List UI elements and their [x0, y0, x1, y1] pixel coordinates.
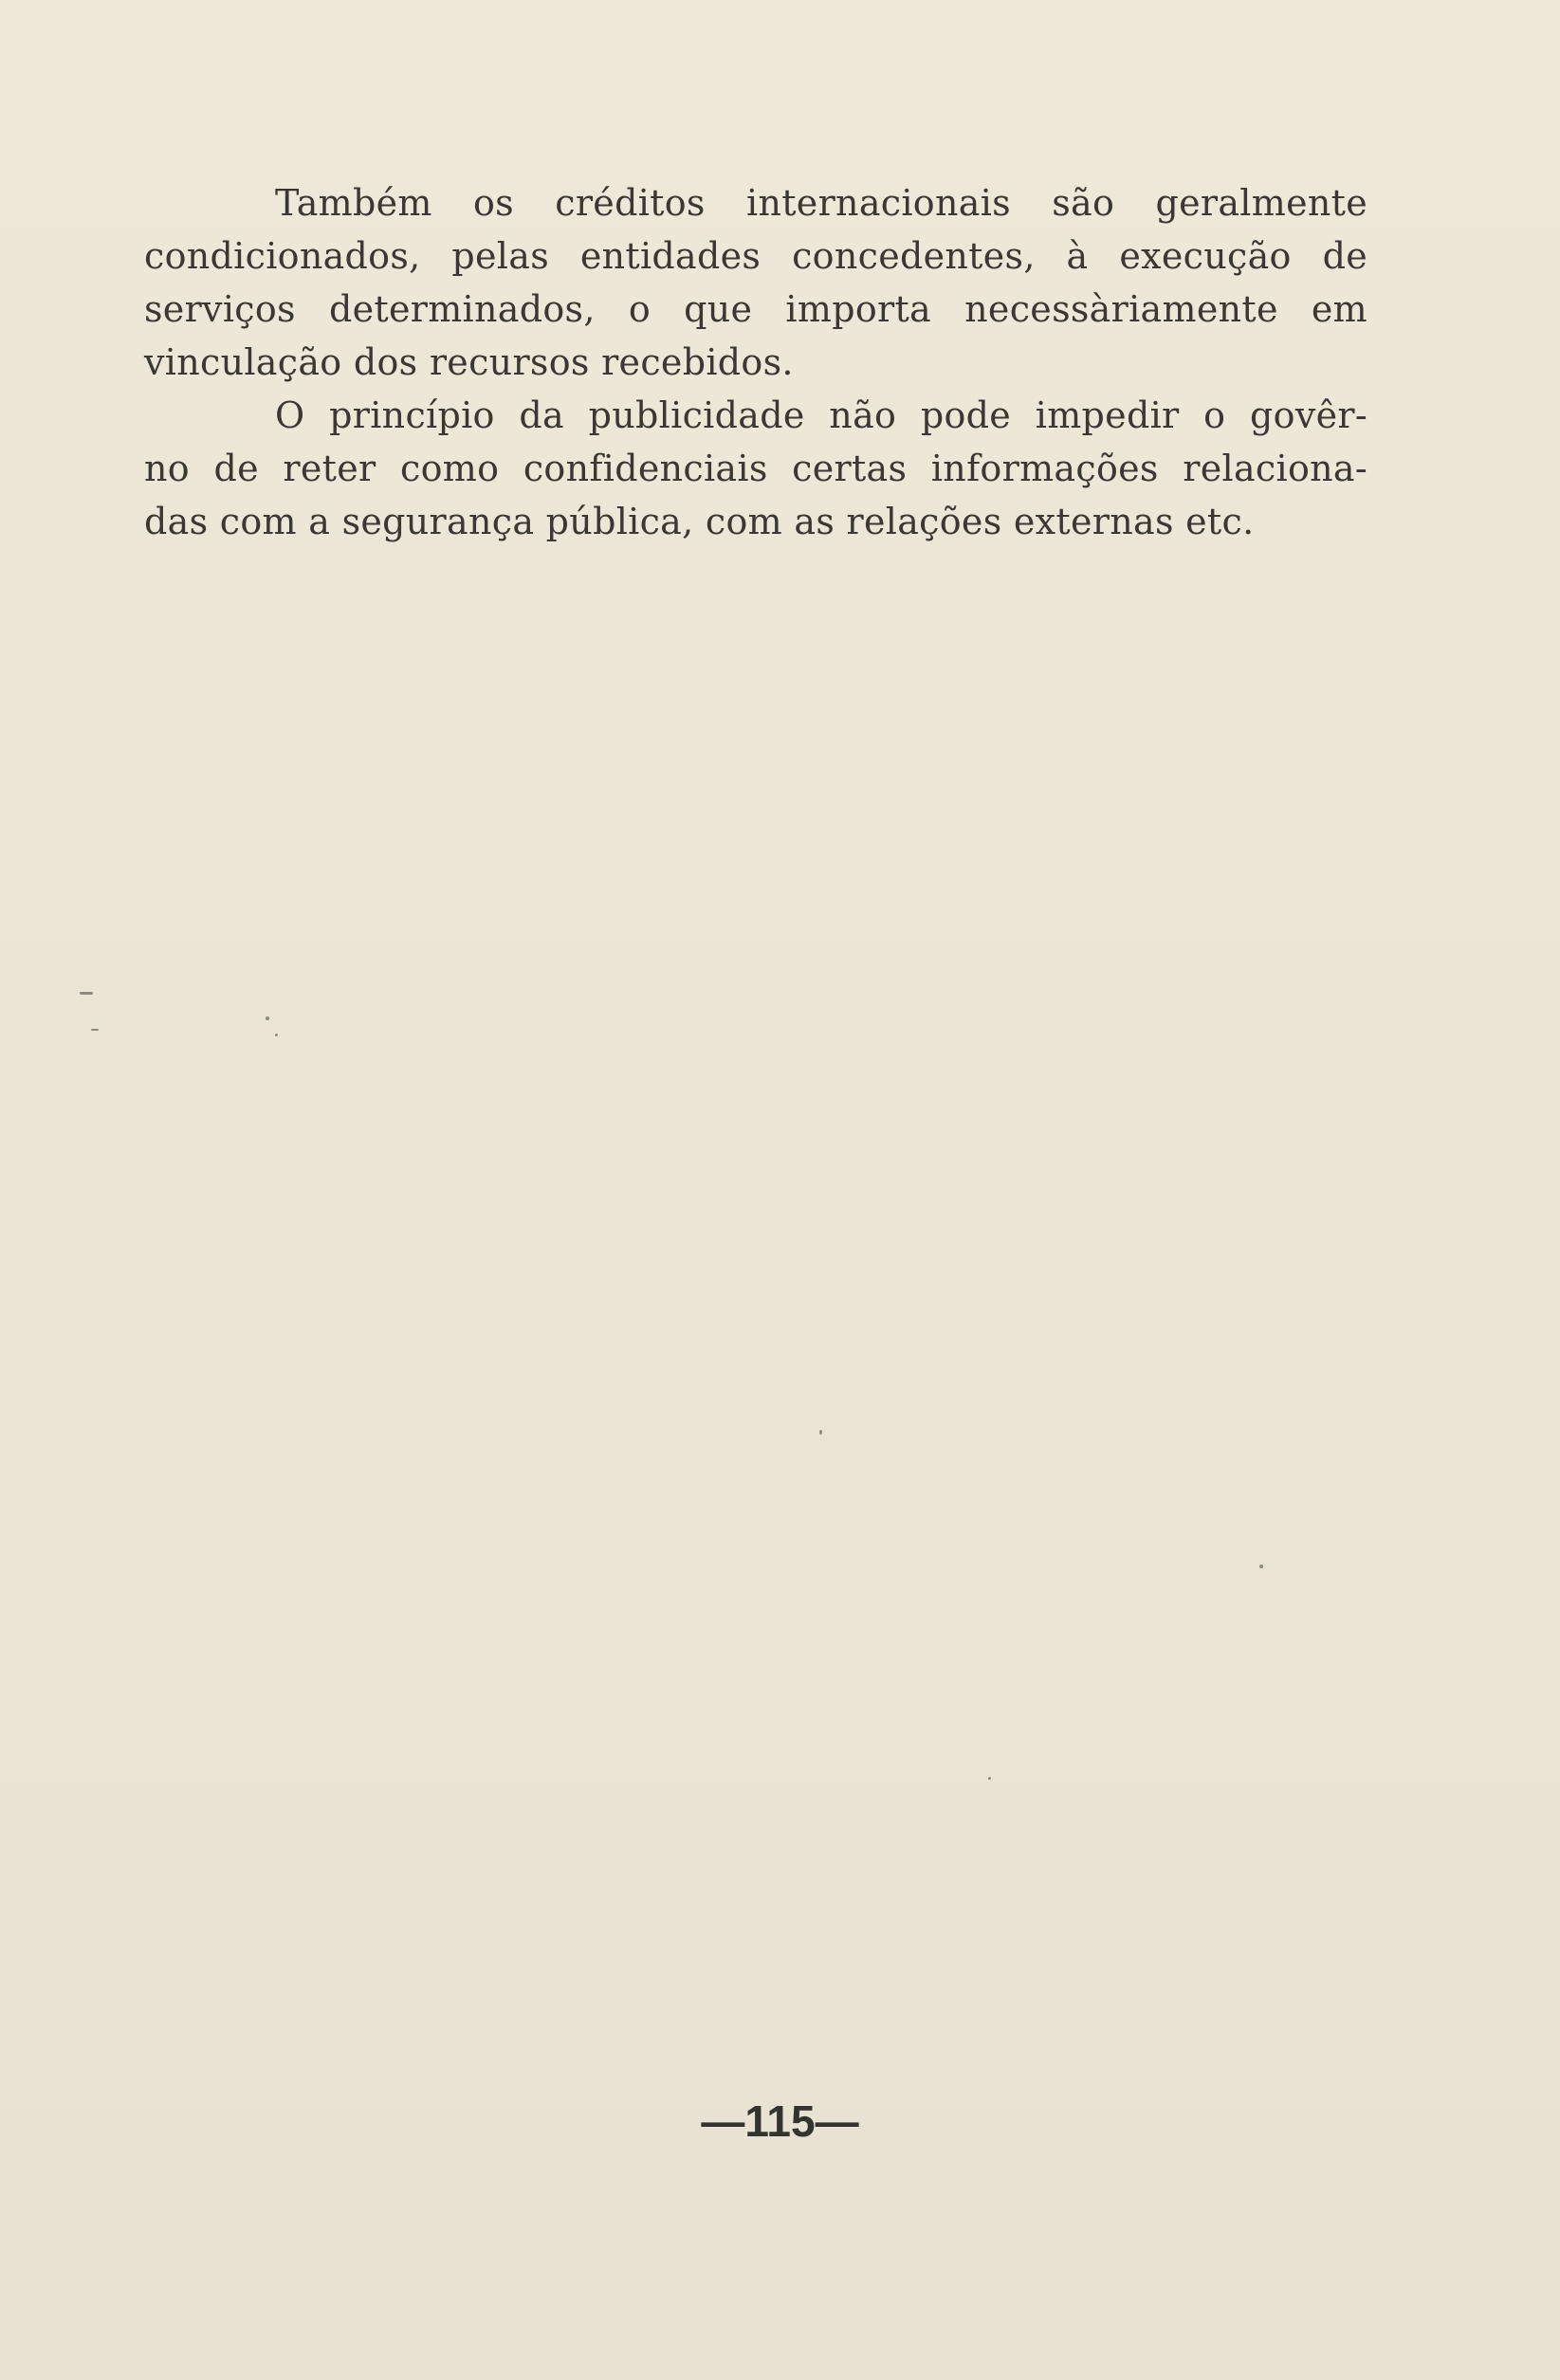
text-line: serviços determinados, o que importa necessàriamente em	[144, 288, 1367, 330]
text-line: condicionados, pelas entidades concedentes, à execução de	[144, 235, 1367, 277]
text-line: no de reter como confidenciais certas informações relaciona-	[144, 448, 1367, 489]
paper-speck	[275, 1034, 278, 1036]
page-number: —115—	[701, 2096, 859, 2146]
paper-speck	[819, 1430, 822, 1435]
text-line: O princípio da publicidade não pode impedir o govêr-	[275, 394, 1367, 436]
paper-speck	[988, 1777, 991, 1780]
paper-speck	[91, 1029, 99, 1031]
text-line: Também os créditos internacionais são geralmente	[275, 182, 1367, 224]
paper-speck	[1259, 1565, 1263, 1568]
text-line: vinculação dos recursos recebidos.	[144, 341, 794, 383]
paragraph-1	[144, 176, 1367, 389]
text-line: das com a segurança pública, com as relações externas etc.	[144, 501, 1255, 542]
paragraph-2	[144, 389, 1367, 548]
paper-speck	[266, 1016, 269, 1020]
paper-speck	[80, 992, 93, 995]
body-text	[144, 176, 1367, 548]
